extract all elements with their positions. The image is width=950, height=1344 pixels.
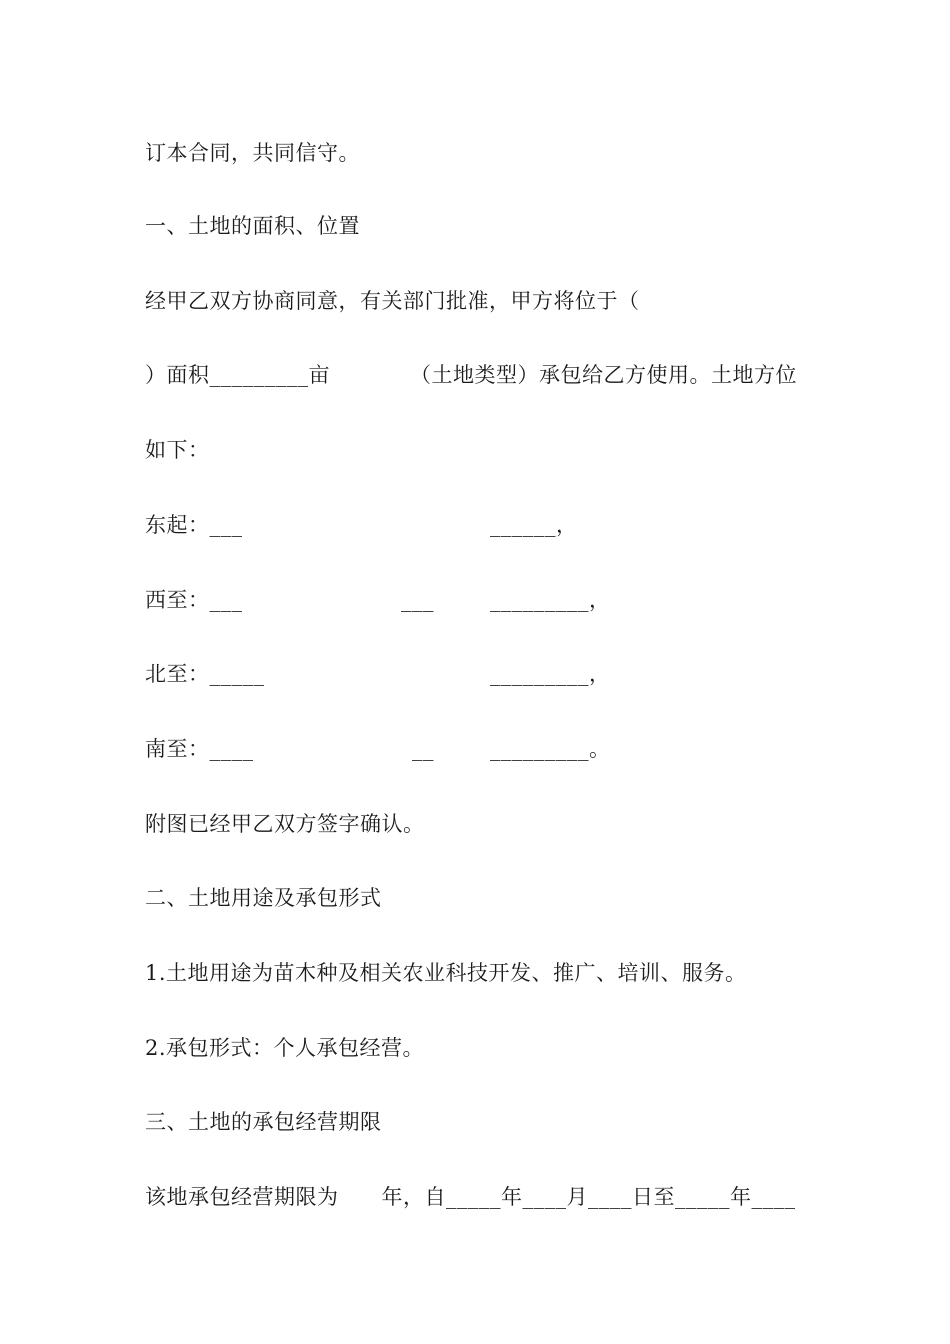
boundary-north-label: 北至：_____ — [145, 662, 265, 686]
boundary-west-blank: _________， — [490, 588, 611, 612]
text-line-as-follows: 如下： — [145, 438, 210, 462]
text-line-agreement: 经甲乙双方协商同意，有关部门批准，甲方将位于（ — [145, 289, 640, 313]
text-line-land-use: 1.土地用途为苗木种及相关农业科技开发、推广、培训、服务。 — [145, 961, 747, 985]
section-heading-land-area: 一、土地的面积、位置 — [145, 214, 360, 238]
boundary-east-label: 东起：___ — [145, 513, 243, 537]
text-line-contract-closing: 订本合同，共同信守。 — [145, 141, 360, 165]
boundary-west-mid: ___ — [401, 588, 434, 612]
text-line-attachment: 附图已经甲乙双方签字确认。 — [145, 812, 425, 836]
section-heading-term: 三、土地的承包经营期限 — [145, 1110, 382, 1134]
text-line-area-right: （土地类型）承包给乙方使用。土地方位 — [410, 363, 797, 387]
section-heading-land-use: 二、土地用途及承包形式 — [145, 886, 382, 910]
text-line-area-left: ）面积_________亩 — [145, 363, 330, 387]
text-line-term: 该地承包经营期限为 年，自_____年____月____日至_____年____ — [145, 1185, 796, 1209]
boundary-north-blank: _________， — [490, 662, 611, 686]
boundary-south-blank: _________。 — [490, 737, 611, 761]
text-line-contract-form: 2.承包形式：个人承包经营。 — [145, 1036, 425, 1060]
boundary-east-blank: ______， — [490, 513, 578, 537]
boundary-south-label: 南至：____ — [145, 737, 254, 761]
boundary-south-mid: __ — [412, 737, 434, 761]
boundary-west-label: 西至：___ — [145, 588, 243, 612]
